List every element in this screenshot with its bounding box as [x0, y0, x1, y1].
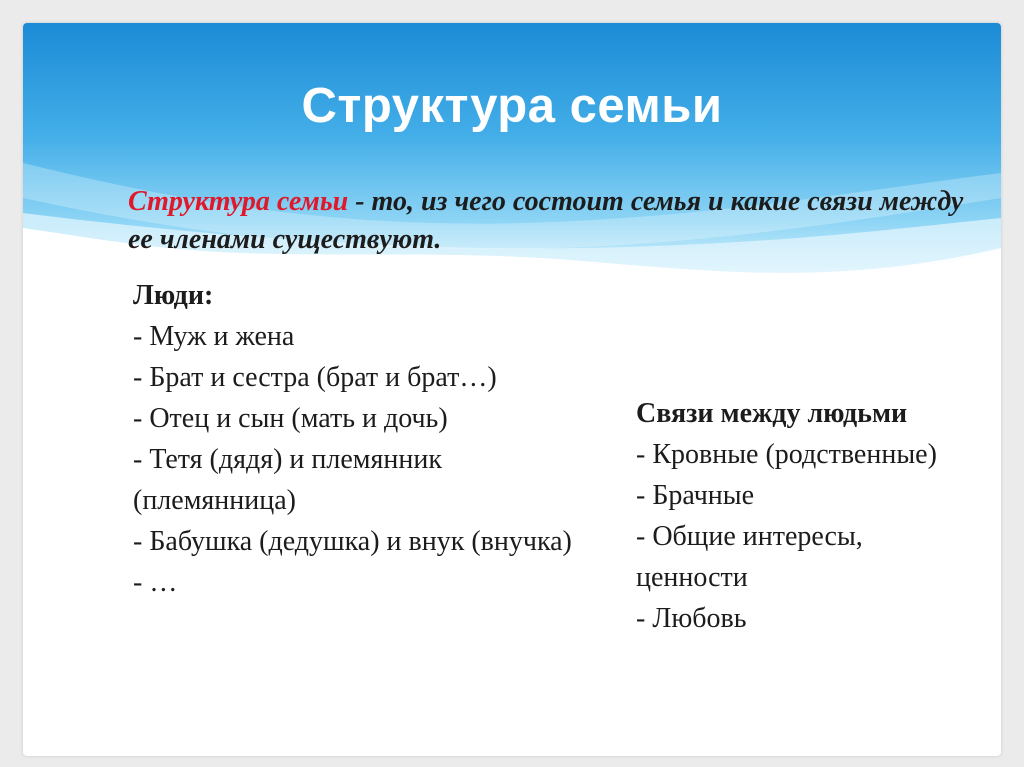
definition-body: - то, из чего состоит семья и какие связи между ее членами существуют. — [128, 186, 964, 255]
list-item: - Любовь — [636, 603, 747, 634]
list-item: - Муж и жена — [133, 321, 295, 352]
list-item: - Отец и сын (мать и дочь) — [133, 403, 448, 434]
list-item: - Общие интересы, ценности — [636, 521, 863, 593]
slide-title: Структура семьи — [301, 79, 723, 133]
list-item: - Брачные — [636, 480, 755, 511]
definition-text — [128, 183, 968, 259]
list-item: - Бабушка (дедушка) и внук (внучка) — [133, 526, 572, 557]
slide — [23, 23, 1001, 756]
list-item: - Кровные (родственные) — [636, 439, 937, 470]
list-item: - Тетя (дядя) и племянник (племянница) — [133, 444, 442, 516]
list-item: - Брат и сестра (брат и брат…) — [133, 362, 497, 393]
links-list — [636, 393, 966, 639]
list-item: - … — [133, 567, 178, 598]
people-list — [133, 275, 603, 603]
definition-term: Структура семьи — [128, 186, 349, 217]
links-heading: Связи между людьми — [636, 398, 908, 429]
people-heading: Люди: — [133, 280, 214, 311]
